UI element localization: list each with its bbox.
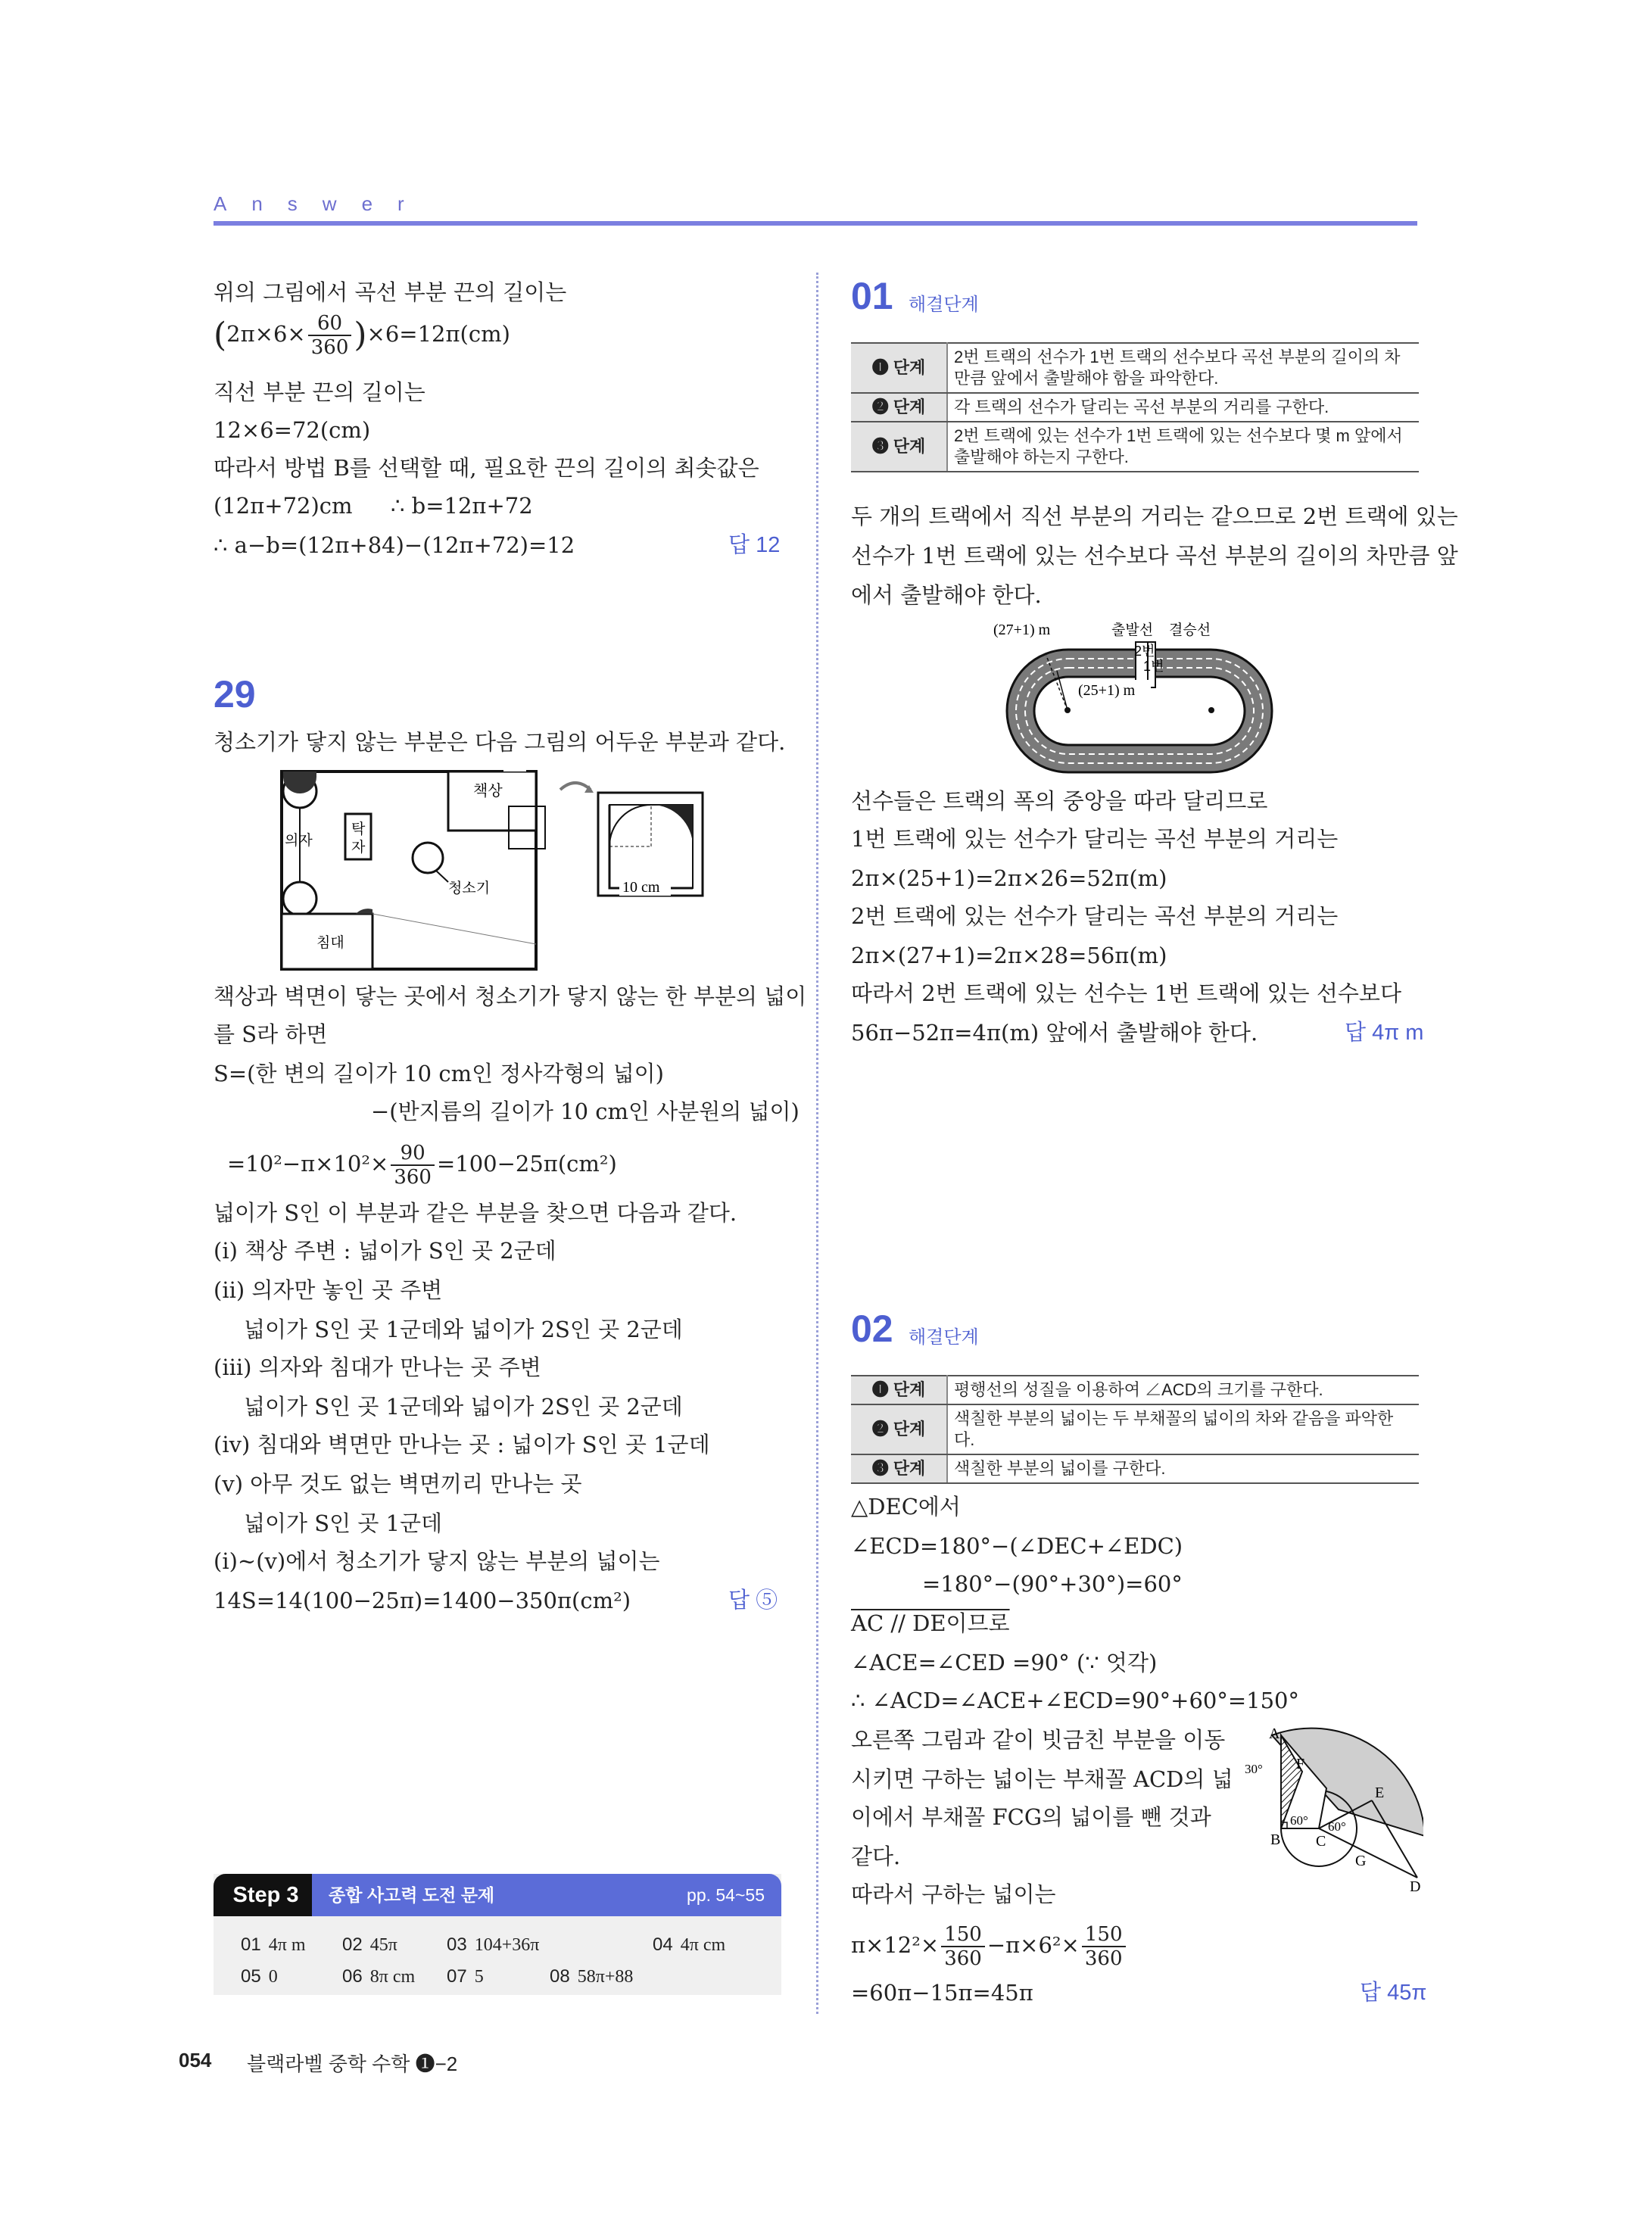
step3-item: 02 45π <box>342 1934 397 1955</box>
text-line: 2π×(25+1)=2π×26=52π(m) <box>851 865 1167 891</box>
svg-text:출발선: 출발선 <box>1111 622 1154 638</box>
text-line: 넓이가 S인 곳 1군데와 넓이가 2S인 곳 2군데 <box>244 1394 683 1420</box>
fraction: $\frac{90}{360}$ <box>391 1142 435 1189</box>
text-line: 청소기가 닿지 않는 부분은 다음 그림의 어두운 부분과 같다. <box>214 729 786 755</box>
svg-text:60°: 60° <box>1328 1819 1346 1834</box>
text-line: 12×6=72(cm) <box>214 417 371 443</box>
text-line: (i) 책상 주변 : 넓이가 S인 곳 2군데 <box>214 1238 556 1264</box>
step3-tab: Step 3 <box>214 1874 318 1916</box>
room-figure <box>280 768 704 973</box>
text-line: (ii) 의자만 놓인 곳 주변 <box>214 1277 443 1303</box>
text-line: 넓이가 S인 곳 1군데 <box>244 1510 443 1536</box>
text-line: 2번 트랙에 있는 선수가 달리는 곡선 부분의 거리는 <box>851 903 1339 929</box>
text-line: 책상과 벽면이 닿는 곳에서 청소기가 닿지 않는 한 부분의 넓이 <box>214 983 807 1009</box>
svg-text:G: G <box>1355 1853 1367 1869</box>
text-line: 직선 부분 끈의 길이는 <box>214 379 425 405</box>
step3-pages: pp. 54~55 <box>687 1885 765 1905</box>
text-line: =180°−(90°+30°)=60° <box>922 1571 1183 1597</box>
text-line: 를 S라 하면 <box>214 1021 328 1047</box>
steps-table-01: ❶ 단계 2번 트랙의 선수가 1번 트랙의 선수보다 곡선 부분의 길이의 차만큼 앞에서 출발해야 함을 파악한다. ❷ 단계 각 트랙의 선수가 달리는 곡선 부분의 거리를 구한다. ❸ 단계 2번 트랙에 있는 선수가 1번 트랙에 있는 선수보다 몇 m 앞에서 출발해야 하는지 구한다. <box>851 342 1419 472</box>
text-line: 같다. <box>851 1844 901 1869</box>
step3-item: 08 58π+88 <box>550 1966 634 1987</box>
svg-text:60°: 60° <box>1290 1813 1308 1828</box>
step3-item: 05 0 <box>241 1966 278 1987</box>
svg-text:결승선: 결승선 <box>1169 622 1211 638</box>
text-line: ∠ECD=180°−(∠DEC+∠EDC) <box>851 1533 1183 1559</box>
text-line: (12π+72)cm <box>214 493 353 519</box>
text-line: 에서 출발해야 한다. <box>851 582 1042 608</box>
header-answer: Answer <box>214 192 429 215</box>
text-line: ∴ ∠ACD=∠ACE+∠ECD=90°+60°=150° <box>851 1688 1300 1713</box>
text-line: ∴ a−b=(12π+84)−(12π+72)=12 <box>214 532 575 558</box>
text-line: ∴ b=12π+72 <box>391 493 533 519</box>
book-title: 블랙라벨 중학 수학 ❶−2 <box>247 2053 458 2075</box>
formula-line: π×12²× $\frac{150}{360}$ −π×6²× $\frac{150}{360}$ <box>851 1923 1128 1970</box>
text-line: 넓이가 S인 이 부분과 같은 부분을 찾으면 다음과 같다. <box>214 1200 737 1226</box>
step3-item: 01 4π m <box>241 1934 306 1955</box>
svg-text:E: E <box>1375 1785 1385 1801</box>
svg-text:C: C <box>1316 1833 1326 1850</box>
step3-item: 03 104+36π <box>447 1934 540 1955</box>
text-line: 시키면 구하는 넓이는 부채꼴 ACD의 넓 <box>851 1766 1233 1792</box>
fraction: $\frac{150}{360}$ <box>941 1923 985 1970</box>
svg-text:A: A <box>1269 1726 1280 1742</box>
text-line: 14S=14(100−25π)=1400−350π(cm²) <box>214 1588 631 1613</box>
step3-item: 06 8π cm <box>342 1966 416 1987</box>
formula-line: (2π×6× $\frac{60}{360}$ )×6=12π(cm) <box>214 312 510 359</box>
fraction: $\frac{150}{360}$ <box>1082 1923 1126 1970</box>
text-line: 두 개의 트랙에서 직선 부분의 거리는 같으므로 2번 트랙에 있는 <box>851 503 1458 529</box>
text-line: (v) 아무 것도 없는 벽면끼리 만나는 곳 <box>214 1471 582 1497</box>
header-rule <box>214 221 1417 226</box>
text-line: △DEC에서 <box>851 1494 961 1520</box>
text-line: −(반지름의 길이가 10 cm인 사분원의 넓이) <box>371 1099 800 1124</box>
text-line: 위의 그림에서 곡선 부분 끈의 길이는 <box>214 279 567 305</box>
step3-title-bar <box>312 1874 781 1916</box>
problem-number-01: 01 <box>851 275 893 317</box>
svg-text:B: B <box>1270 1831 1281 1848</box>
answer-label: 답 4π m <box>1345 1021 1424 1045</box>
chair-bottom <box>283 882 316 915</box>
text-line: 선수가 1번 트랙에 있는 선수보다 곡선 부분의 길이의 차만큼 앞 <box>851 543 1458 569</box>
svg-text:의자: 의자 <box>285 833 313 849</box>
svg-text:10 cm: 10 cm <box>622 879 660 896</box>
column-divider <box>816 273 818 2014</box>
svg-text:F: F <box>1296 1756 1305 1772</box>
desk-label: 책상 <box>473 783 503 800</box>
answer-label: 답 45π <box>1360 1981 1427 2005</box>
text-line: ∠ACE=∠CED =90° (∵ 엇각) <box>851 1650 1158 1675</box>
formula-part: 2π×6× <box>226 321 306 347</box>
problem-number-02: 02 <box>851 1308 893 1350</box>
text-line: S=(한 변의 길이가 10 cm인 정사각형의 넓이) <box>214 1061 664 1086</box>
svg-text:30°: 30° <box>1245 1762 1263 1776</box>
formula-line: =10²−π×10²× $\frac{90}{360}$ =100−25π(cm²) <box>227 1142 617 1189</box>
text-line: 따라서 방법 B를 선택할 때, 필요한 끈의 길이의 최솟값은 <box>214 455 759 481</box>
text-line: 56π−52π=4π(m) 앞에서 출발해야 한다. <box>851 1020 1258 1046</box>
fraction: $\frac{60}{360}$ <box>308 312 352 359</box>
svg-text:탁: 탁 <box>351 821 366 837</box>
text-line: =60π−15π=45π <box>851 1980 1033 2006</box>
text-line: 이에서 부채꼴 FCG의 넓이를 뺀 것과 <box>851 1804 1211 1830</box>
formula-part: ×6=12π(cm) <box>366 321 510 347</box>
step3-item: 04 4π cm <box>653 1934 726 1955</box>
svg-text:자: 자 <box>351 840 366 856</box>
track-figure <box>992 619 1287 778</box>
page-number: 054 <box>179 2049 212 2071</box>
text-line: (iii) 의자와 침대가 만나는 곳 주변 <box>214 1354 541 1380</box>
problem-number-29: 29 <box>214 673 256 715</box>
steps-table-02: ❶ 단계 평행선의 성질을 이용하여 ∠ACD의 크기를 구한다. ❷ 단계 색칠한 부분의 넓이는 두 부채꼴의 넓이의 차와 같음을 파악한다. ❸ 단계 색칠한 부분의 넓이를 구한다. <box>851 1375 1419 1484</box>
svg-text:(25+1) m: (25+1) m <box>1078 682 1136 699</box>
text-line: 오른쪽 그림과 같이 빗금친 부분을 이동 <box>851 1727 1226 1753</box>
svg-text:청소기: 청소기 <box>448 881 491 896</box>
svg-text:(27+1) m: (27+1) m <box>993 622 1051 638</box>
svg-text:2번: 2번 <box>1134 644 1155 659</box>
step3-title: 종합 사고력 도전 문제 <box>329 1885 495 1905</box>
text-line: 2π×(27+1)=2π×28=56π(m) <box>851 943 1167 968</box>
text-line: 따라서 구하는 넓이는 <box>851 1881 1056 1907</box>
text-line: 1번 트랙에 있는 선수가 달리는 곡선 부분의 거리는 <box>851 826 1339 852</box>
svg-text:침대: 침대 <box>316 935 344 951</box>
svg-text:1번: 1번 <box>1143 659 1164 674</box>
text-line: 따라서 2번 트랙에 있는 선수는 1번 트랙에 있는 선수보다 <box>851 980 1401 1006</box>
solution-steps-label: 해결단계 <box>909 1327 979 1348</box>
sector-figure <box>1242 1726 1423 1893</box>
text-line: 선수들은 트랙의 폭의 중앙을 따라 달리므로 <box>851 788 1268 814</box>
text-line: (iv) 침대와 벽면만 만나는 곳 : 넓이가 S인 곳 1군데 <box>214 1432 710 1457</box>
step3-item: 07 5 <box>447 1966 484 1987</box>
text-line: (i)~(v)에서 청소기가 닿지 않는 부분의 넓이는 <box>214 1548 660 1574</box>
text-line: AC // DE이므로 <box>851 1610 1010 1636</box>
solution-steps-label: 해결단계 <box>909 295 979 315</box>
answer-label: 답 12 <box>728 533 781 557</box>
text-line: 넓이가 S인 곳 1군데와 넓이가 2S인 곳 2군데 <box>244 1317 683 1342</box>
svg-text:D: D <box>1410 1878 1421 1893</box>
answer-label: 답 ⑤ <box>728 1588 778 1613</box>
